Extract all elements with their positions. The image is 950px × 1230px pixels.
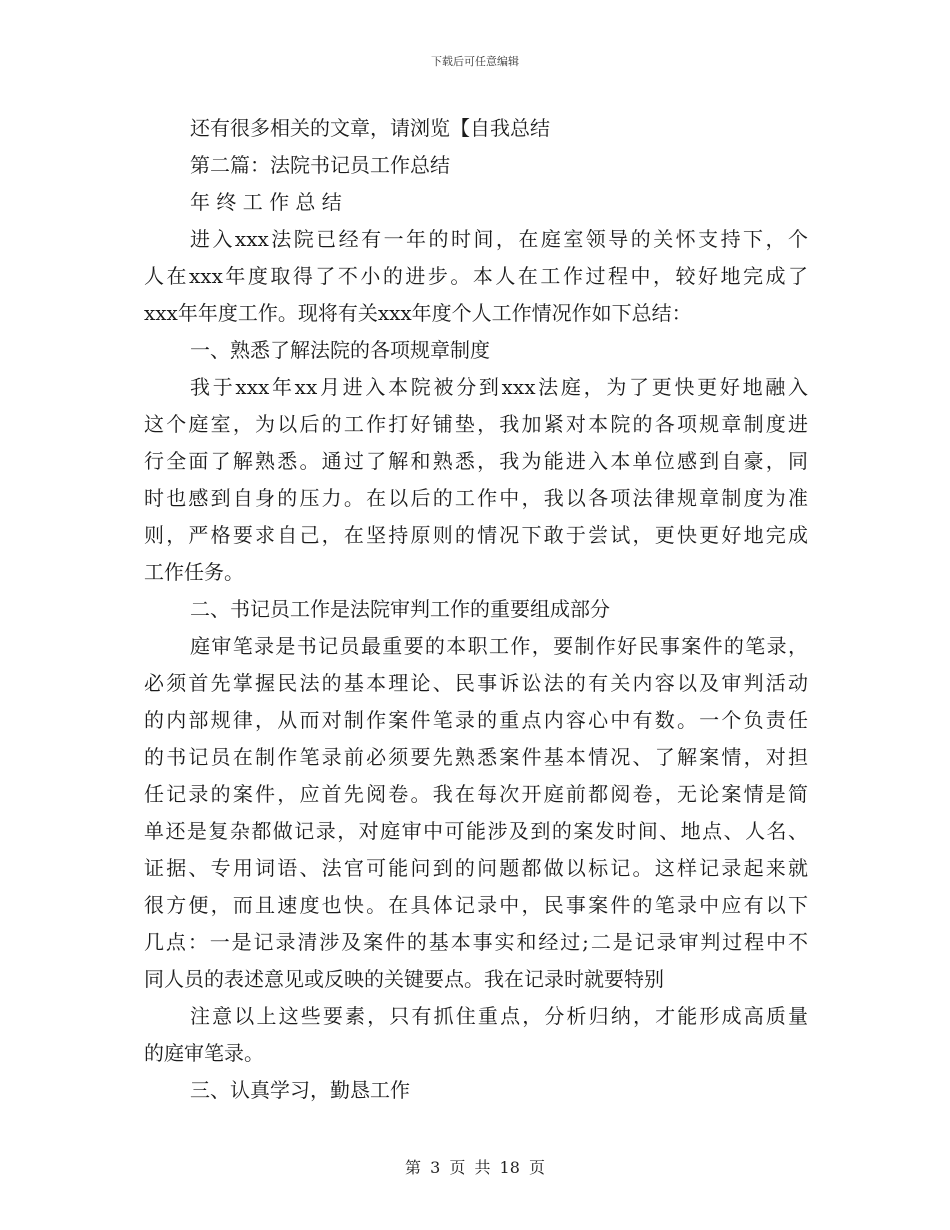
heading-3: 三、认真学习，勤恳工作 (190, 1078, 410, 1102)
paragraph-line: xxx年年度工作。现将有关xxx年度个人工作情况作如下总结： (144, 301, 692, 325)
document-body (144, 110, 808, 1109)
paragraph-line: 很方便，而且速度也快。在具体记录中，民事案件的笔录中应有以下 (144, 893, 808, 917)
paragraph-line: 时也感到自身的压力。在以后的工作中，我以各项法律规章制度为准 (144, 486, 808, 510)
heading-1: 一、熟悉了解法院的各项规章制度 (190, 338, 490, 362)
paragraph-line: 任记录的案件，应首先阅卷。我在每次开庭前都阅卷，无论案情是简 (144, 782, 808, 806)
paragraph-line: 进入xxx法院已经有一年的时间，在庭室领导的关怀支持下，个 (190, 227, 808, 251)
paragraph-line: 必须首先掌握民法的基本理论、民事诉讼法的有关内容以及审判活动 (144, 671, 808, 695)
document-title: 年 终 工 作 总 结 (190, 190, 342, 214)
intro-line: 还有很多相关的文章，请浏览【自我总结 (190, 116, 550, 140)
paragraph-line: 则，严格要求自己，在坚持原则的情况下敢于尝试，更快更好地完成 (144, 523, 808, 547)
paragraph-line: 注意以上这些要素，只有抓住重点，分析归纳，才能形成高质量 (190, 1004, 808, 1028)
paragraph-line: 人在xxx年度取得了不小的进步。本人在工作过程中，较好地完成了 (144, 264, 808, 288)
page-number: 第 3 页 共 18 页 (405, 1158, 545, 1177)
paragraph-line: 单还是复杂都做记录，对庭审中可能涉及到的案发时间、地点、人名、 (144, 819, 808, 843)
paragraph-line: 庭审笔录是书记员最重要的本职工作，要制作好民事案件的笔录， (190, 634, 808, 658)
paragraph-line: 这个庭室，为以后的工作打好铺垫，我加紧对本院的各项规章制度进 (144, 412, 808, 436)
paragraph-line: 的庭审笔录。 (144, 1041, 264, 1065)
header-note: 下载后可任意编辑 (431, 55, 519, 68)
paragraph-line: 我于xxx年xx月进入本院被分到xxx法庭，为了更快更好地融入 (190, 375, 808, 399)
paragraph-line: 工作任务。 (144, 560, 244, 584)
heading-2: 二、书记员工作是法院审判工作的重要组成部分 (190, 597, 610, 621)
paragraph-line: 行全面了解熟悉。通过了解和熟悉，我为能进入本单位感到自豪，同 (144, 449, 808, 473)
paragraph-line: 的书记员在制作笔录前必须要先熟悉案件基本情况、了解案情，对担 (144, 745, 808, 769)
paragraph-line: 同人员的表述意见或反映的关键要点。我在记录时就要特别 (144, 967, 664, 991)
paragraph-line: 证据、专用词语、法官可能问到的问题都做以标记。这样记录起来就 (144, 856, 808, 880)
section-title: 第二篇：法院书记员工作总结 (190, 153, 450, 177)
paragraph-line: 几点：一是记录清涉及案件的基本事实和经过;二是记录审判过程中不 (144, 930, 808, 954)
paragraph-line: 的内部规律，从而对制作案件笔录的重点内容心中有数。一个负责任 (144, 708, 808, 732)
